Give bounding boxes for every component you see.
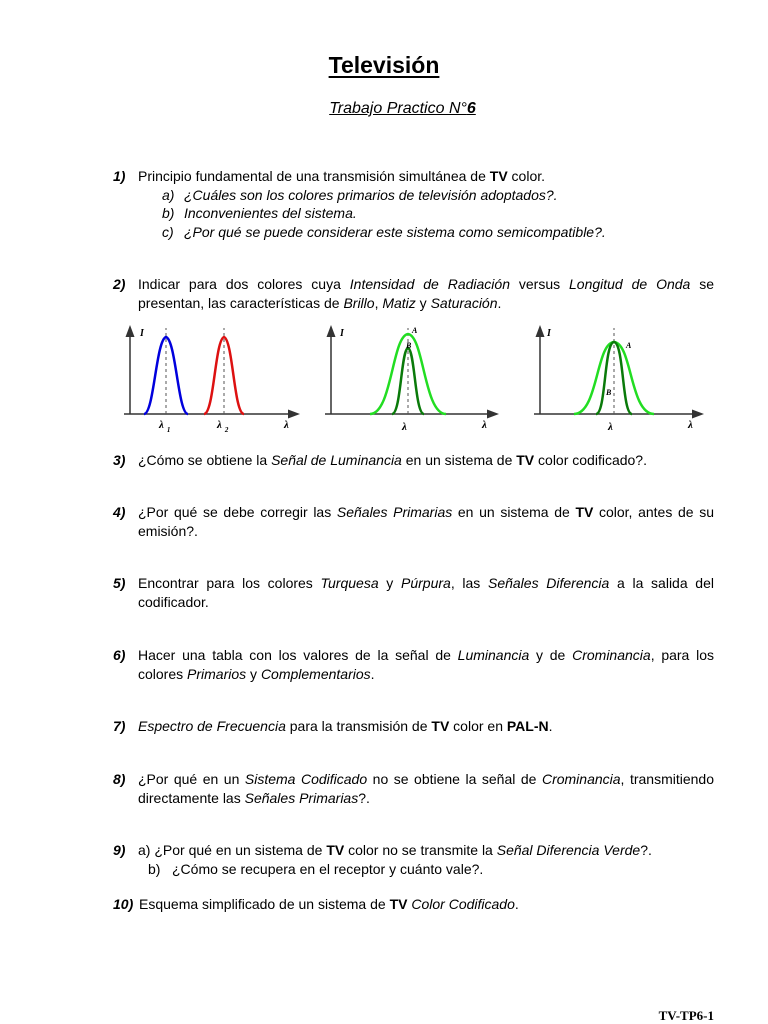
figure-3	[534, 328, 698, 433]
figure-2	[325, 326, 493, 433]
q10-number: 10)	[113, 896, 134, 912]
fig3-i-label: I	[547, 328, 551, 339]
figure-1	[124, 328, 294, 434]
q3-text: ¿Cómo se obtiene la Señal de Luminancia en un sistema de TV color codificado?.	[138, 452, 647, 468]
q1-sub-a: a) ¿Cuáles son los colores primarios de televisión adoptados?.	[162, 186, 558, 203]
fig2-label-a: A	[412, 326, 418, 335]
fig2-i-label: I	[340, 328, 344, 339]
q2-number: 2)	[113, 276, 126, 292]
page-footer-code: TV-TP6-1	[658, 1008, 714, 1023]
q7-number: 7)	[113, 718, 126, 734]
q6-number: 6)	[113, 647, 126, 663]
fig1-i-label: I	[140, 328, 144, 339]
q8-text: ¿Por qué en un Sistema Codificado no se obtiene la señal de Crominancia, transmitiendo directamente las Señales Primarias?.	[138, 771, 714, 806]
q5-number: 5)	[113, 575, 126, 591]
fig3-label-a: A	[626, 341, 632, 350]
q3-number: 3)	[113, 452, 126, 468]
fig3-lambda-axis-label: λ	[688, 419, 693, 431]
fig2-lambda-axis-label: λ	[482, 419, 487, 431]
q2-text: Indicar para dos colores cuya Intensidad de Radiación versus Longitud de Onda se presentan, las características de Brillo, Matiz y Saturación.	[138, 276, 714, 311]
q1-text: Principio fundamental de una transmisión simultánea de TV color.	[138, 168, 546, 184]
q9-text: a) ¿Por qué en un sistema de TV color no se transmite la Señal Diferencia Verde?.	[138, 842, 652, 858]
q4-number: 4)	[113, 504, 126, 520]
q7-text: Espectro de Frecuencia para la transmisión de TV color en PAL-N.	[138, 718, 553, 734]
q9-sub-b: b) ¿Cómo se recupera en el receptor y cuánto vale?.	[148, 860, 484, 877]
page-title: Televisión	[328, 52, 440, 78]
q1-number: 1)	[113, 168, 126, 184]
q9-number: 9)	[113, 842, 126, 858]
q6-text: Hacer una tabla con los valores de la señal de Luminancia y de Crominancia, para los colores Primarios y Complementarios.	[138, 647, 714, 682]
q10-text: Esquema simplificado de un sistema de TV Color Codificado.	[139, 896, 519, 912]
q1-sub-b: b) Inconvenientes del sistema.	[162, 205, 357, 221]
q8-number: 8)	[113, 771, 126, 787]
subtitle-text: Trabajo Practico N°	[329, 100, 467, 117]
fig2-label-b: B	[406, 341, 412, 350]
fig3-label-b: B	[606, 388, 612, 397]
fig2-lambda-label: λ	[402, 421, 407, 433]
q4-text: ¿Por qué se debe corregir las Señales Primarias en un sistema de TV color, antes de su emisión?.	[138, 504, 714, 539]
lambda-2-label: λ $_2$	[217, 419, 229, 434]
lambda-1-label: λ $_1$	[159, 419, 171, 434]
q5-text: Encontrar para los colores Turquesa y Púrpura, las Señales Diferencia a la salida del codificador.	[138, 575, 714, 610]
subtitle-number: 6	[466, 100, 476, 117]
q1-sub-c: c) ¿Por qué se puede considerar este sistema como semicompatible?.	[162, 223, 606, 240]
fig3-lambda-label: λ	[608, 421, 613, 433]
fig1-lambda-axis-label: λ	[284, 419, 289, 431]
